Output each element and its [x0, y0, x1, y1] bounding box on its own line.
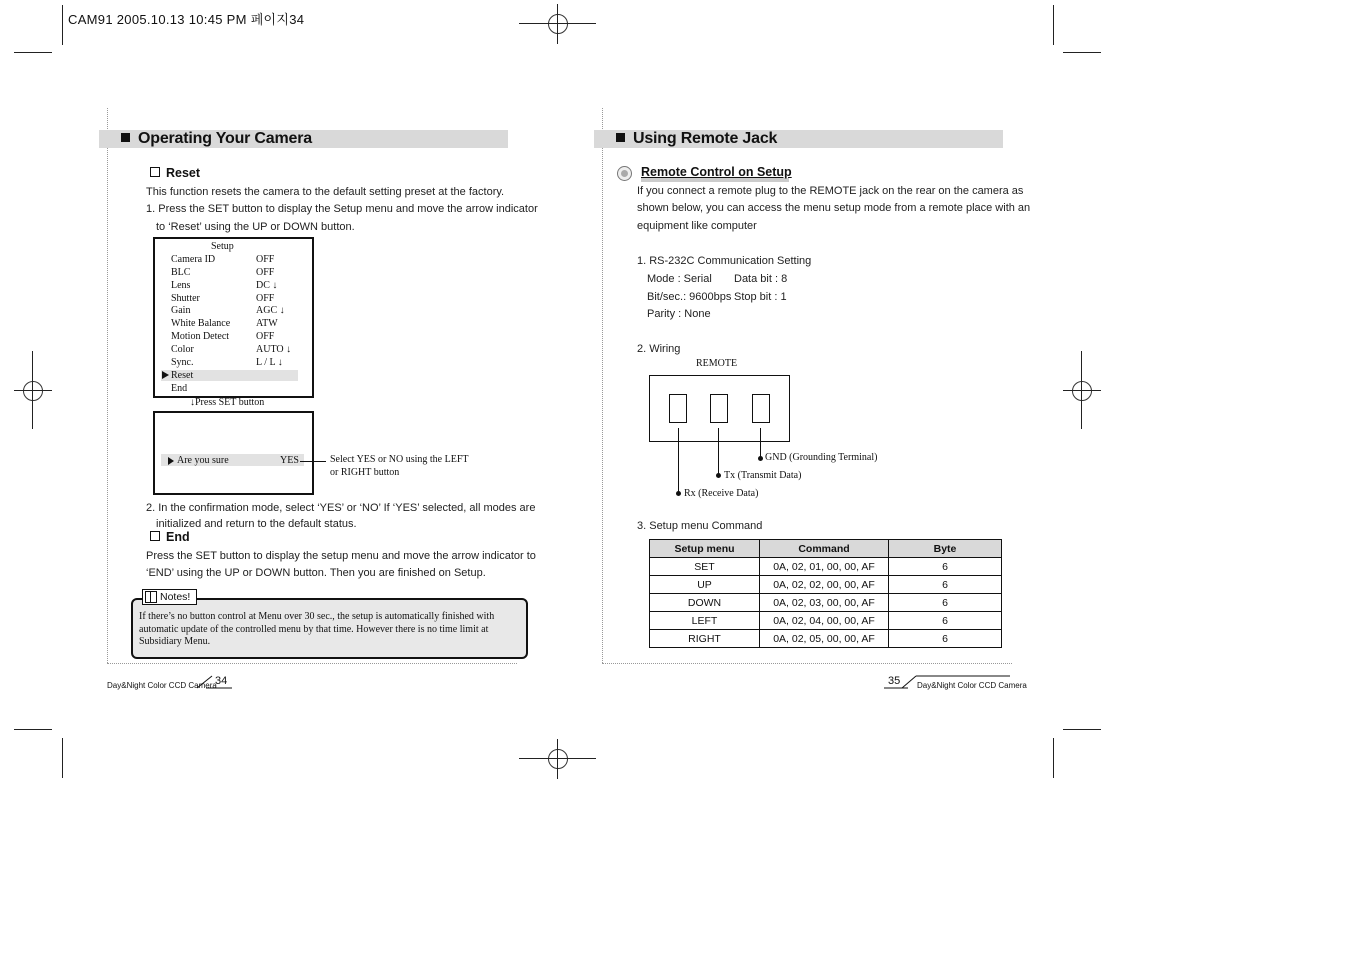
table-cell: 6: [889, 594, 1002, 612]
table-cell: 6: [889, 558, 1002, 576]
menu-row: Reset: [171, 370, 194, 381]
checkbox-square-icon: [150, 167, 160, 177]
right-page-number: 35: [888, 675, 901, 687]
right-header-title: Using Remote Jack: [633, 130, 778, 147]
registration-mark-line: [14, 390, 52, 391]
target-bullet-icon: [617, 166, 632, 181]
notes-line3: Subsidiary Menu.: [139, 636, 211, 647]
square-bullet-icon: [121, 133, 130, 142]
intro-line3: equipment like computer: [637, 220, 757, 232]
confirm-box: [153, 411, 314, 495]
left-header-title: Operating Your Camera: [138, 130, 312, 147]
remote-label: REMOTE: [696, 358, 738, 369]
checkbox-square-icon: [150, 531, 160, 541]
notes-line1: If there’s no button control at Menu over 30 sec., the setup is automatically finished with: [139, 611, 495, 622]
menu-row-value: OFF: [256, 331, 275, 342]
reset-title: [150, 166, 200, 180]
intro-line1: If you connect a remote plug to the REMOTE jack on the rear on the camera as: [637, 185, 1024, 197]
rs232-title: 1. RS-232C Communication Setting: [637, 255, 812, 267]
page-border: [107, 663, 517, 664]
registration-mark-line: [557, 4, 558, 44]
crop-mark: [14, 52, 52, 53]
table-row: [650, 594, 1002, 612]
table-cell: RIGHT: [650, 630, 760, 648]
command-title: 3. Setup menu Command: [637, 520, 763, 532]
gnd-dot: [758, 456, 763, 461]
notes-box: [131, 598, 528, 659]
command-table: [649, 539, 1002, 648]
registration-mark-line: [557, 739, 558, 779]
table-cell: 0A, 02, 04, 00, 00, AF: [760, 612, 889, 630]
table-row: [650, 630, 1002, 648]
menu-row-value: ATW: [256, 318, 278, 329]
crop-mark: [62, 5, 63, 45]
reset-title-text: Reset: [166, 166, 201, 180]
notes-label: Notes!: [160, 591, 191, 603]
right-footer-text: Day&Night Color CCD Camera: [917, 681, 1027, 690]
tx-lead: [718, 428, 719, 475]
table-header: Setup menu: [650, 540, 760, 558]
press-set-caption: [190, 397, 264, 408]
down-arrow-icon: ↓: [190, 397, 195, 408]
registration-mark-line: [1081, 351, 1082, 429]
menu-row: Sync.: [171, 357, 194, 368]
end-title-text: End: [166, 530, 190, 544]
registration-mark: [548, 14, 568, 34]
table-cell: UP: [650, 576, 760, 594]
left-page-number: 34: [215, 675, 228, 687]
menu-row-value: DC ↓: [256, 280, 278, 291]
confirm-note-line2: or RIGHT button: [330, 467, 400, 478]
gnd-lead: [760, 428, 761, 458]
print-mark: CAM91 2005.10.13 10:45 PM 페이지34: [68, 12, 305, 27]
pin-tx: [710, 394, 728, 423]
crop-mark: [14, 729, 52, 730]
rs232-parity: Parity : None: [647, 308, 711, 320]
remote-control-subtitle: Remote Control on Setup: [641, 165, 792, 179]
crop-mark: [1063, 729, 1101, 730]
wiring-title: 2. Wiring: [637, 343, 681, 355]
end-line1: Press the SET button to display the setup menu and move the arrow indicator to: [146, 550, 536, 562]
page-border: [602, 663, 1012, 664]
gnd-label: GND (Grounding Terminal): [765, 452, 878, 463]
square-bullet-icon: [616, 133, 625, 142]
menu-row-value: OFF: [256, 293, 275, 304]
registration-mark: [1072, 381, 1092, 401]
reset-intro: This function resets the camera to the default setting preset at the factory.: [146, 186, 505, 198]
rx-label: Rx (Receive Data): [684, 488, 759, 499]
table-cell: 6: [889, 576, 1002, 594]
page-border: [107, 108, 108, 663]
registration-mark-line: [1063, 390, 1101, 391]
tx-dot: [716, 473, 721, 478]
registration-mark-line: [32, 351, 33, 429]
menu-row-value: OFF: [256, 267, 275, 278]
rs232-data-bit: Data bit : 8: [734, 273, 788, 285]
menu-row: BLC: [171, 267, 191, 278]
left-footer-rule: [196, 674, 234, 690]
table-row: [650, 612, 1002, 630]
rs232-bit-sec: Bit/sec.: 9600bps: [647, 291, 732, 303]
left-footer-text: Day&Night Color CCD Camera: [107, 681, 217, 690]
pin-rx: [669, 394, 687, 423]
rs232-stop-bit: Stop bit : 1: [734, 291, 787, 303]
confirm-note-line1: Select YES or NO using the LEFT: [330, 454, 469, 465]
menu-row: Lens: [171, 280, 191, 291]
page-border: [602, 108, 603, 663]
menu-row: Color: [171, 344, 194, 355]
menu-row-value: OFF: [256, 254, 275, 265]
tx-label: Tx (Transmit Data): [724, 470, 802, 481]
setup-menu-box: [153, 237, 314, 398]
confirm-leader-line: [300, 461, 326, 462]
table-cell: 6: [889, 612, 1002, 630]
confirm-value: YES: [280, 455, 299, 466]
crop-mark: [1053, 738, 1054, 778]
menu-row: Camera ID: [171, 254, 216, 265]
step2-line2: initialized and return to the default status.: [156, 518, 357, 530]
step1-line1: 1. Press the SET button to display the Setup menu and move the arrow indicator: [146, 203, 538, 215]
rx-dot: [676, 491, 681, 496]
step1-line2: to ‘Reset’ using the UP or DOWN button.: [156, 221, 355, 233]
table-cell: 0A, 02, 05, 00, 00, AF: [760, 630, 889, 648]
table-header-row: [650, 540, 1002, 558]
table-row: [650, 576, 1002, 594]
table-cell: LEFT: [650, 612, 760, 630]
registration-mark: [23, 381, 43, 401]
menu-row: Gain: [171, 305, 191, 316]
step2-line1: 2. In the confirmation mode, select ‘YES’ or ‘NO’ If ‘YES’ selected, all modes are: [146, 502, 536, 514]
table-header: Command: [760, 540, 889, 558]
notes-line2: automatic update of the controlled menu by that time. However there is no time limit at: [139, 623, 489, 635]
right-header: [616, 130, 777, 148]
crop-mark: [1053, 5, 1054, 45]
left-header: [121, 130, 312, 148]
confirm-label: Are you sure: [177, 455, 229, 466]
arrow-indicator-icon: [168, 457, 174, 465]
menu-row-value: AUTO ↓: [256, 344, 292, 355]
table-cell: SET: [650, 558, 760, 576]
notes-tab: [142, 589, 197, 605]
menu-row: Motion Detect: [171, 331, 230, 342]
table-header: Byte: [889, 540, 1002, 558]
press-set-text: Press SET button: [195, 397, 265, 408]
table-cell: DOWN: [650, 594, 760, 612]
registration-mark: [548, 749, 568, 769]
table-cell: 0A, 02, 01, 00, 00, AF: [760, 558, 889, 576]
end-title: [150, 530, 190, 544]
rs232-mode: Mode : Serial: [647, 273, 712, 285]
pin-gnd: [752, 394, 770, 423]
end-line2: ‘END’ using the UP or DOWN button. Then you are finished on Setup.: [146, 567, 486, 579]
table-cell: 0A, 02, 03, 00, 00, AF: [760, 594, 889, 612]
table-cell: 6: [889, 630, 1002, 648]
menu-row: End: [171, 383, 188, 394]
crop-mark: [62, 738, 63, 778]
arrow-indicator-icon: [162, 371, 169, 379]
notebook-icon: [145, 591, 157, 603]
crop-mark: [1063, 52, 1101, 53]
setup-menu-title: Setup: [211, 241, 234, 252]
menu-row: White Balance: [171, 318, 231, 329]
menu-row-value: L / L ↓: [256, 357, 283, 368]
intro-line2: shown below, you can access the menu setup mode from a remote place with an: [637, 202, 1031, 214]
table-row: [650, 558, 1002, 576]
menu-row: Shutter: [171, 293, 200, 304]
table-cell: 0A, 02, 02, 00, 00, AF: [760, 576, 889, 594]
menu-row-value: AGC ↓: [256, 305, 285, 316]
rx-lead: [678, 428, 679, 493]
